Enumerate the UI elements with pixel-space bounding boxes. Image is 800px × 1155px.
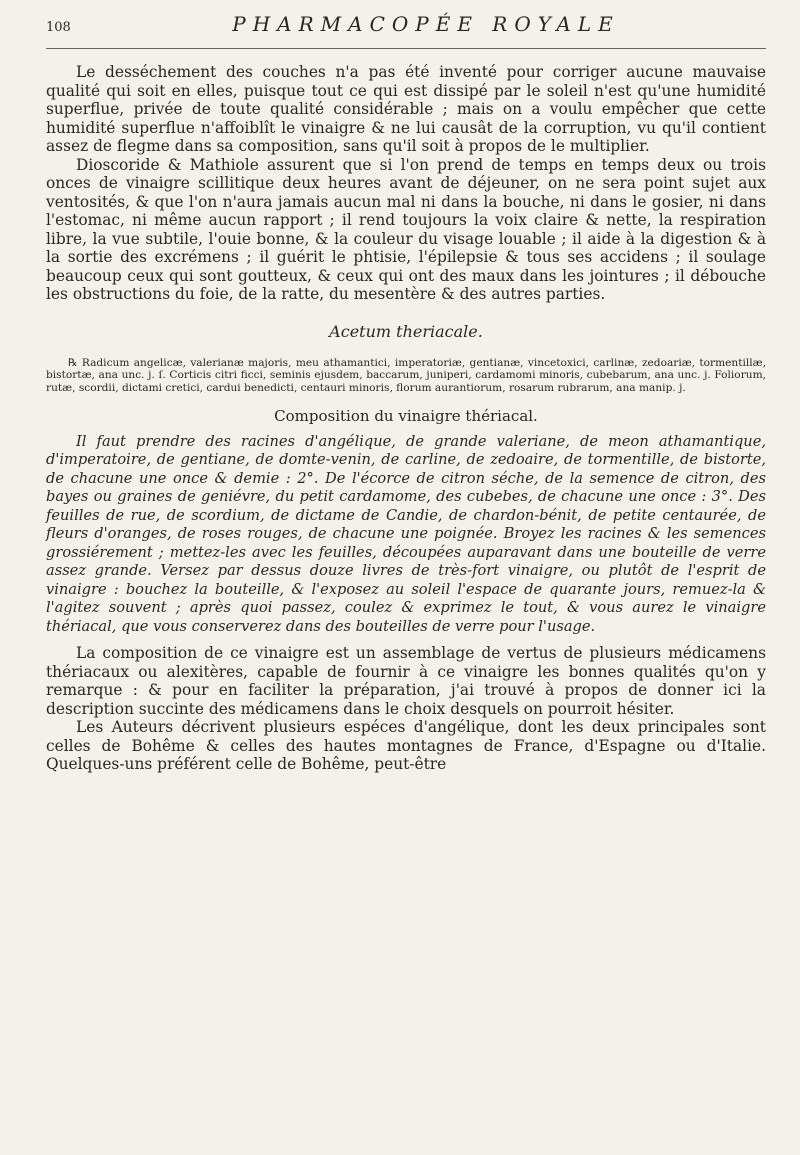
- recipe-latin: ℞ Radicum angelicæ, valerianæ majoris, meu athamantici, imperatoriæ, gentianæ, vincetoxici, carlinæ, zedoariæ, tormentillæ, bistortæ, ana unc. j. ſ. Corticis citri ficci, seminis ejusdem, baccarum, juniperi, cardamomi minoris, cubebarum, ana unc. j. Foliorum, rutæ, scordii, dictami cretici, cardui benedicti, centauri minoris, florum aurantiorum, rosarum rubrarum, ana manip. j.: [46, 356, 766, 395]
- recipe-instructions: Il faut prendre des racines d'angélique, de grande valeriane, de meon athamantique, d'imperatoire, de gentiane, de domte-venin, de carline, de zedoaire, de tormentille, de bistorte, de chacune une once & demie : 2°. De l'écorce de citron séche, de la semence de citron, des bayes ou graines de geniévre, du petit cardamome, des cubebes, de chacune une once : 3°. Des feuilles de rue, de scordium, de dictame de Candie, de chardon-bénit, de petite centaurée, de fleurs d'oranges, de roses rouges, de chacune une poignée. Broyez les racines & les semences grossiérement ; mettez-les avec les feuilles, découpées auparavant dans une bouteille de verre assez grande. Versez par dessus douze livres de très-fort vinaigre, ou plutôt de l'esprit de vinaigre : bouchez la bouteille, & l'exposez au soleil l'espace de quarante jours, remuez-la & l'agitez souvent ; après quoi passez, coulez & exprimez le tout, & vous aurez le vinaigre thériacal, que vous conserverez dans des bouteilles de verre pour l'usage.: [46, 432, 766, 635]
- running-title: PHARMACOPÉE ROYALE: [232, 12, 620, 36]
- paragraph: Dioscoride & Mathiole assurent que si l'on prend de temps en temps deux ou trois onces de vinaigre scillitique deux heures avant de déjeuner, on ne sera point sujet aux ventosités, & que l'on n'aura jamais aucun mal ni dans la bouche, ni dans le gosier, ni dans l'estomac, ni même aucun rapport ; il rend toujours la voix claire & nette, la respiration libre, la vue subtile, l'ouie bonne, & la couleur du visage louable ; il aide à la digestion & à la sortie des excrémens ; il guérit le phtisie, l'épilepsie & tous ses accidens ; il soulage beaucoup ceux qui sont goutteux, & ceux qui ont des maux dans les jointures ; il débouche les obstructions du foie, de la ratte, du mesentère & des autres parties.: [46, 155, 766, 303]
- paragraph: Le desséchement des couches n'a pas été inventé pour corriger aucune mauvaise qualité qui soit en elles, puisque tout ce qui est dissipé par le soleil n'est qu'une humidité superflue, privée de toute qualité considérable ; mais on a voulu empêcher que cette humidité superflue n'affoiblît le vinaigre & ne lui causât de la corruption, vu qu'il contient assez de flegme dans sa composition, sans qu'il soit à propos de le multiplier.: [46, 63, 766, 155]
- composition-title: Composition du vinaigre thériacal.: [274, 406, 538, 425]
- page-number: 108: [46, 20, 71, 35]
- paragraph: La composition de ce vinaigre est un assemblage de vertus de plusieurs médicamens thériacaux ou alexitères, capable de fournir à ce vinaigre les bonnes qualités qu'on y remarque : & pour en faciliter la préparation, j'ai trouvé à propos de donner ici la description succinte des médicamens dans le choix desquels on pourroit hésiter.: [46, 644, 766, 718]
- page-header: [46, 12, 766, 49]
- section-title: Acetum theriacale.: [329, 321, 483, 341]
- paragraph: Les Auteurs décrivent plusieurs espéces d'angélique, dont les deux principales sont celles de Bohême & celles des hautes montagnes de France, d'Espagne ou d'Italie. Quelques-uns préférent celle de Bohême, peut-être: [46, 718, 766, 774]
